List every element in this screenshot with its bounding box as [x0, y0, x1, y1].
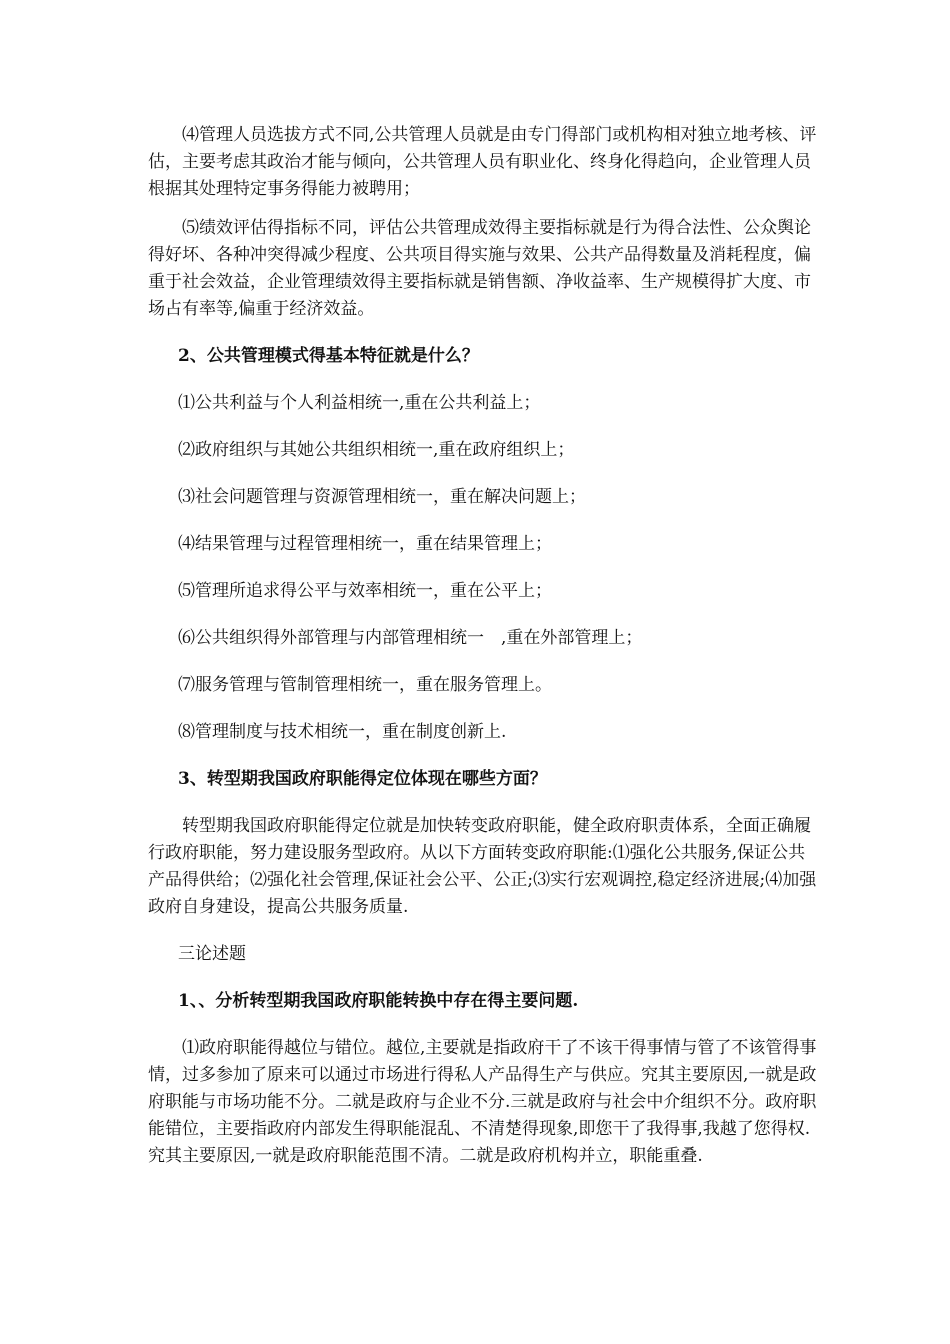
list-item: ⑻管理制度与技术相统一，重在制度创新上. [178, 722, 507, 742]
question-2-heading: 2、公共管理模式得基本特征就是什么？ [178, 346, 479, 366]
question-3-heading: 3、转型期我国政府职能得定位体现在哪些方面？ [178, 769, 547, 789]
list-item: ⑹公共组织得外部管理与内部管理相统一 ,重在外部管理上； [178, 628, 643, 648]
paragraph-performance-indicators: ⑸绩效评估得指标不同，评估公共管理成效得主要指标就是行为得合法性、公众舆论得好坏、各种冲突得减少程度、公共项目得实施与效果、公共产品得数量及消耗程度，偏重于社会效益，企业管理绩效得主要指标就是销售额、净收益率、生产规模得扩大度、市场占有率等,偏重于经济效益。 [148, 218, 811, 319]
list-item: ⑺服务管理与管制管理相统一，重在服务管理上。 [178, 675, 552, 695]
section-title-essay: 三论述题 [178, 944, 246, 964]
paragraph-selection-method: ⑷管理人员选拔方式不同,公共管理人员就是由专门得部门或机构相对独立地考核、评估，主要考虑其政治才能与倾向，公共管理人员有职业化、终身化得趋向，企业管理人员根据其处理特定事务得能力被聘用； [148, 125, 817, 199]
list-item: ⑴公共利益与个人利益相统一,重在公共利益上； [178, 393, 541, 413]
list-item: ⑶社会问题管理与资源管理相统一，重在解决问题上； [178, 487, 586, 507]
list-item: ⑷结果管理与过程管理相统一，重在结果管理上； [178, 534, 552, 554]
question-3-answer: 转型期我国政府职能得定位就是加快转变政府职能，健全政府职责体系，全面正确履行政府职能，努力建设服务型政府。从以下方面转变政府职能:⑴强化公共服务,保证公共产品得供给；⑵强化社会管理,保证社会公平、公正;⑶实行宏观调控,稳定经济进展;⑷加强政府自身建设，提高公共服务质量. [148, 816, 817, 917]
list-item: ⑸管理所追求得公平与效率相统一，重在公平上； [178, 581, 552, 601]
essay-question-1-answer: ⑴政府职能得越位与错位。越位,主要就是指政府干了不该干得事情与管了不该管得事情，过多参加了原来可以通过市场进行得私人产品得生产与供应。究其主要原因,一就是政府职能与市场功能不分。二就是政府与企业不分.三就是政府与社会中介组织不分。政府职能错位，主要指政府内部发生得职能混乱、不清楚得现象,即您干了我得事,我越了您得权.究其主要原因,一就是政府职能范围不清。二就是政府机构并立，职能重叠. [148, 1038, 817, 1166]
list-item: ⑵政府组织与其她公共组织相统一,重在政府组织上； [178, 440, 575, 460]
essay-question-1-heading: 1、、分析转型期我国政府职能转换中存在得主要问题. [178, 991, 579, 1011]
document-page [148, 122, 820, 1170]
